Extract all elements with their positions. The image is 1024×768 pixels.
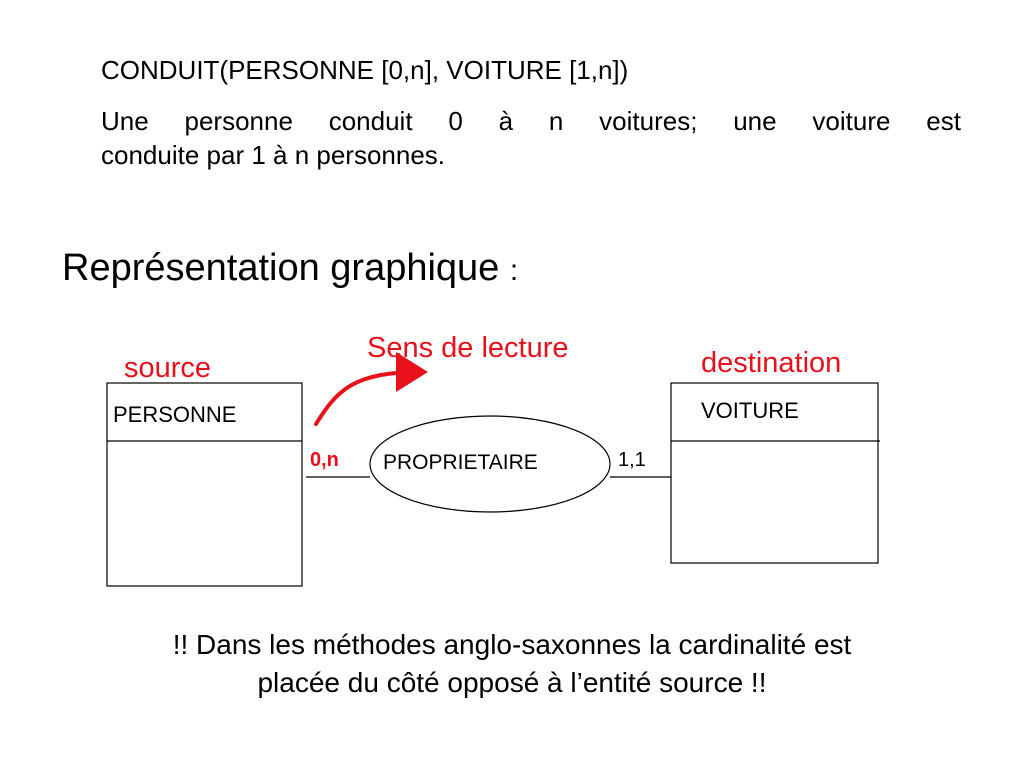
anglo-saxon-note [62, 626, 962, 702]
cardinality-right: 1,1 [618, 449, 646, 471]
destination-label: destination [701, 347, 842, 379]
association-name: PROPRIETAIRE [383, 451, 538, 474]
description-word: 0 [448, 106, 463, 136]
description-word: Une [101, 106, 149, 136]
relation-definition: CONDUIT(PERSONNE [0,n], VOITURE [1,n]) [101, 55, 629, 85]
reading-direction-arrow [316, 372, 420, 424]
description-word: n [548, 106, 564, 136]
section-title-colon: : [509, 254, 519, 287]
description-word: voiture [812, 106, 891, 136]
cardinality-left: 0,n [310, 449, 339, 471]
entity-personne-name: PERSONNE [113, 402, 237, 427]
description-line-2: conduite par 1 à n personnes. [101, 140, 446, 170]
section-title-text: Représentation graphique [62, 247, 500, 289]
entity-voiture-name: VOITURE [701, 398, 799, 423]
source-label: source [124, 352, 212, 384]
note-line-2: placée du côté opposé à l’entité source !! [257, 667, 767, 698]
note-line-1: !! Dans les méthodes anglo-saxonnes la cardinalité est [172, 629, 852, 660]
description-word: à [498, 106, 514, 136]
description-word: personne [184, 106, 293, 136]
description-word: voitures; [599, 106, 698, 136]
reading-direction-label: Sens de lecture [367, 332, 569, 364]
description-word: conduit [328, 106, 413, 136]
description-word: une [733, 106, 777, 136]
description-word: est [926, 106, 961, 136]
